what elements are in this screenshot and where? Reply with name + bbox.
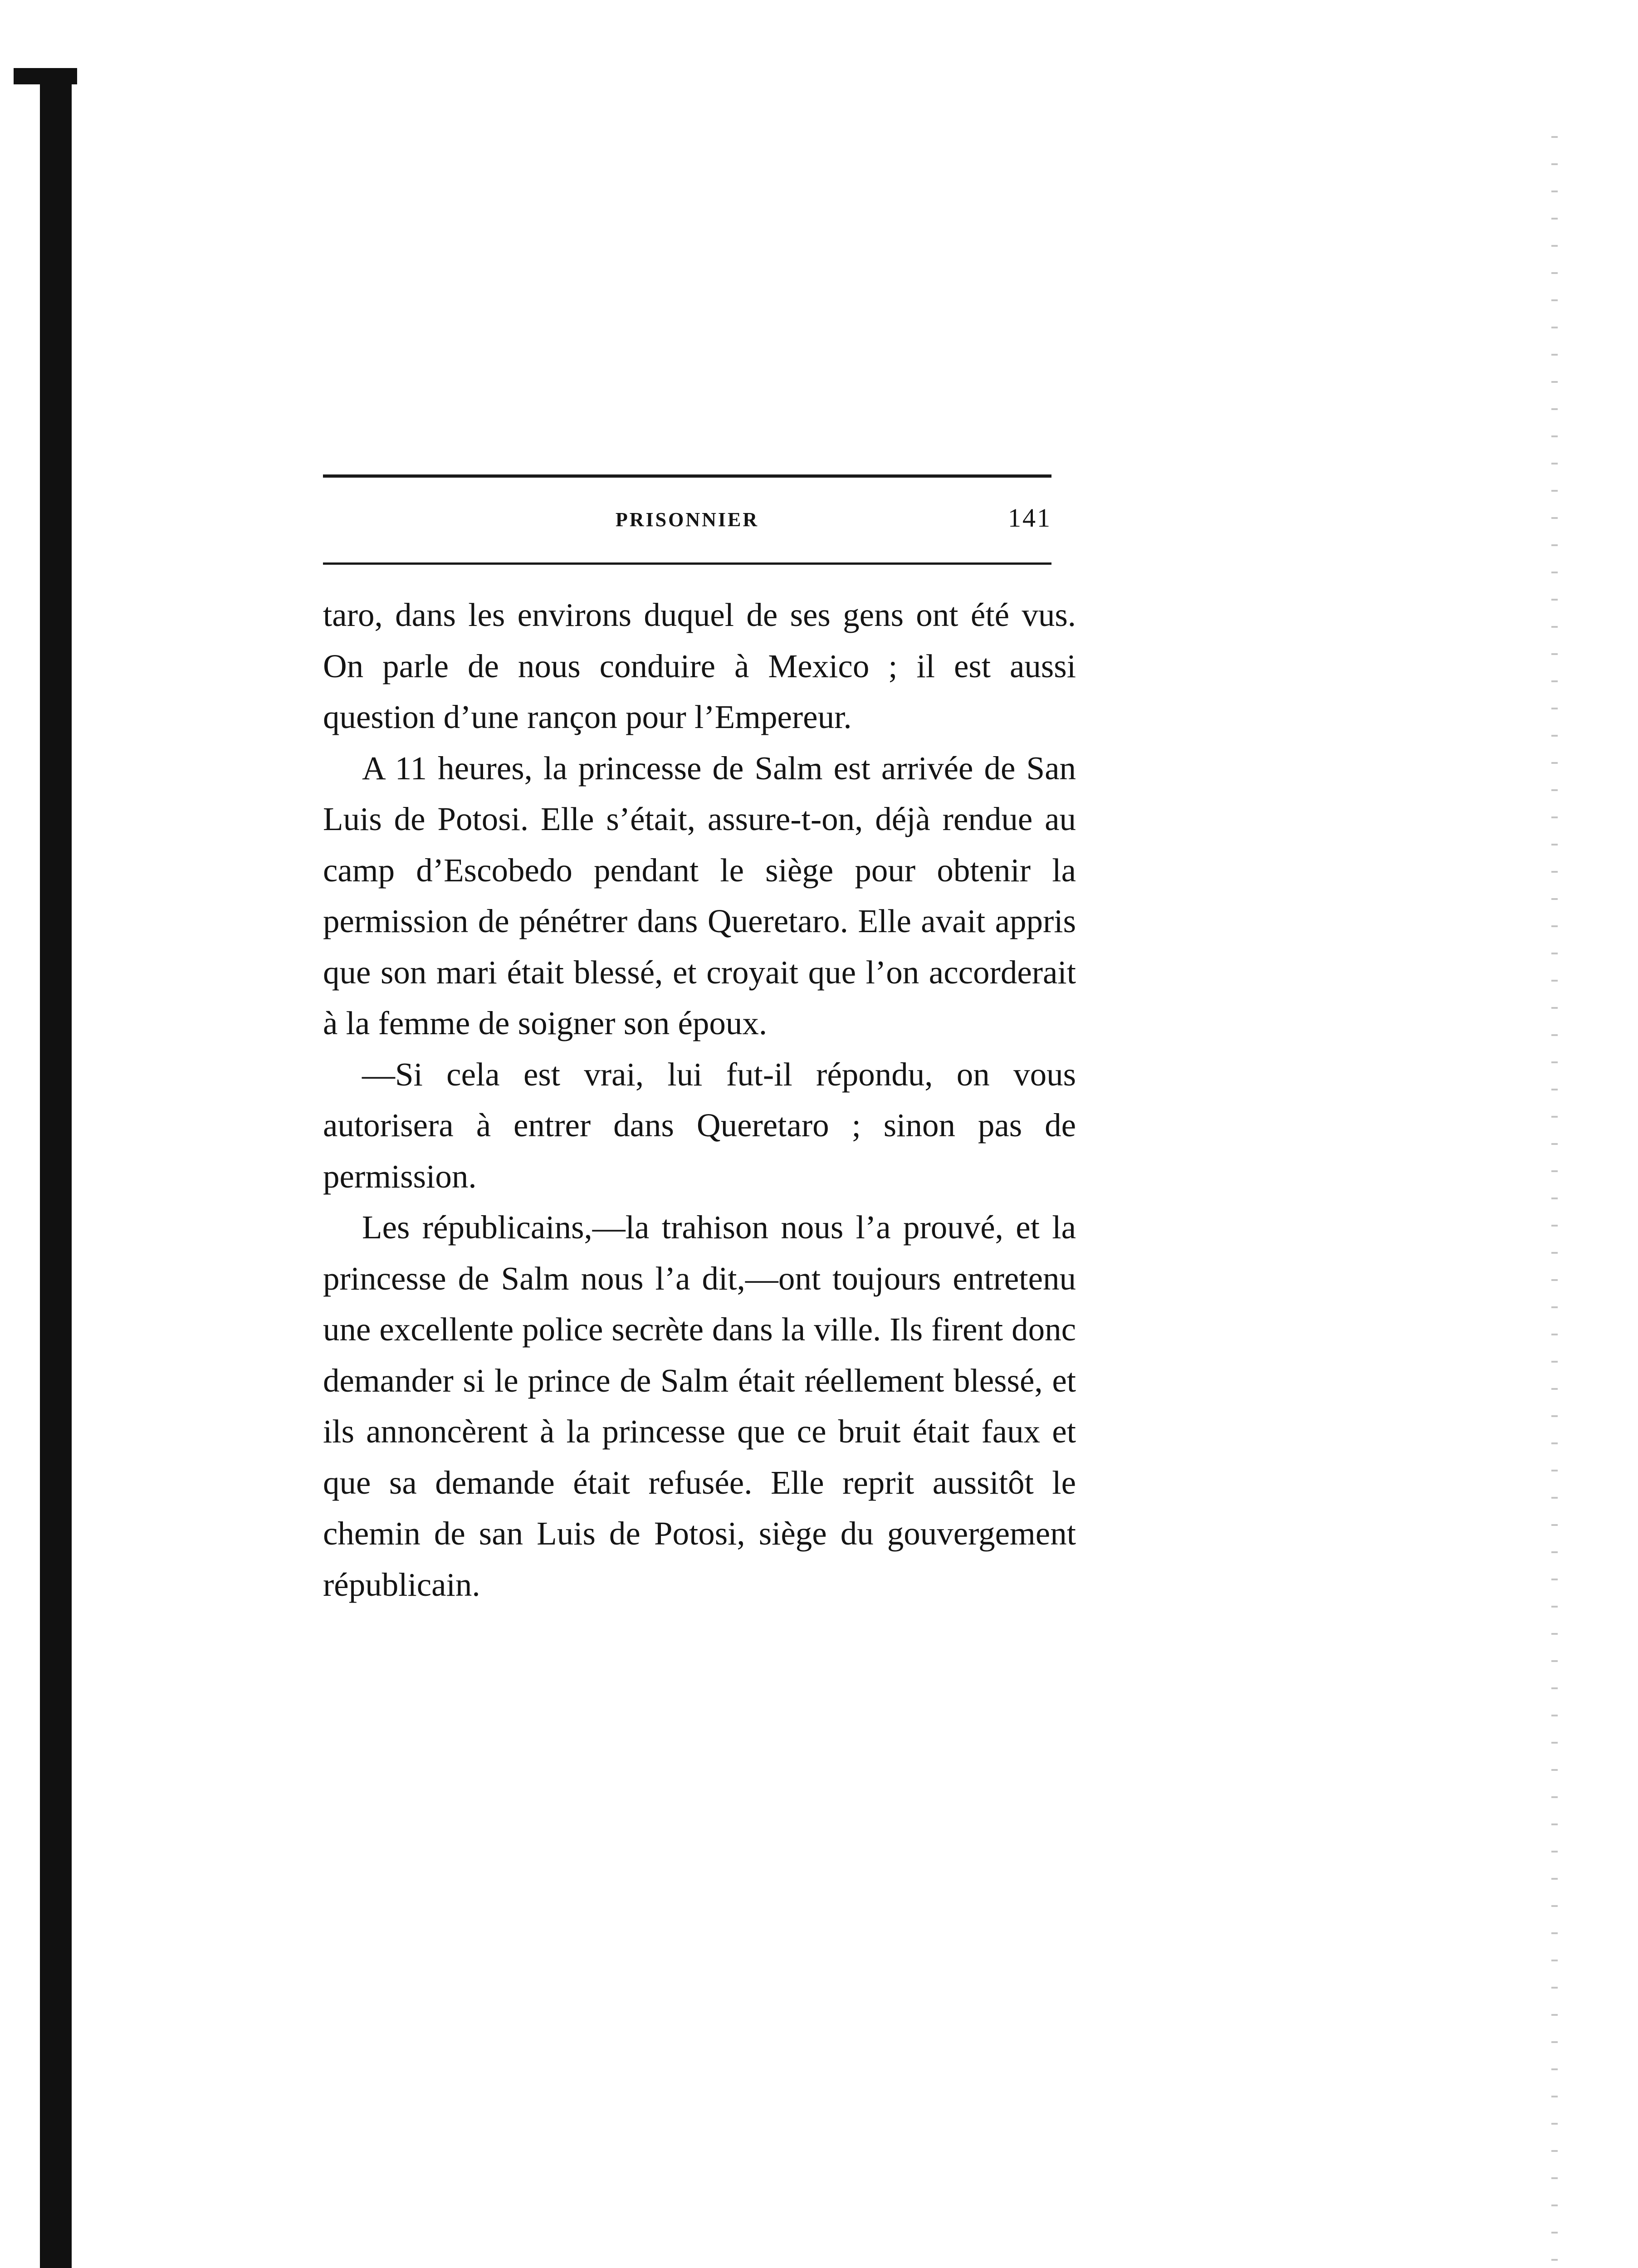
right-edge-speckle (1551, 136, 1558, 2268)
body-text (323, 590, 1076, 1610)
running-title: PRISONNIER (615, 508, 759, 531)
paragraph: Les républicains,—la trahison nous l’a prouvé, et la princesse de Salm nous l’a dit,—ont toujours entretenu une excellente police secrète dans la ville. Ils firent donc demander si le prince de Salm était réellement blessé, et ils annoncèrent à la princesse que ce bruit était faux et que sa demande était refusée. Elle reprit aussitôt le chemin de san Luis de Potosi, siège du gouvergement républicain. (323, 1209, 1076, 1603)
header-rule-bottom (323, 562, 1051, 565)
paragraph: —Si cela est vrai, lui fut-il répondu, on vous autorisera à entrer dans Queretaro ; sinon pas de permission. (323, 1056, 1076, 1195)
running-head (323, 499, 1051, 549)
page-number: 141 (1008, 503, 1051, 533)
header-rule-top (323, 474, 1051, 478)
paragraph: taro, dans les environs duquel de ses gens ont été vus. On parle de nous conduire à Mexico ; il est aussi question d’une rançon pour l’Empereur. (323, 596, 1076, 735)
binding-edge (40, 73, 72, 2268)
paragraph: A 11 heures, la princesse de Salm est arrivée de San Luis de Potosi. Elle s’était, assure-t-on, déjà rendue au camp d’Escobedo pendant le siège pour obtenir la permission de pénétrer dans Queretaro. Elle avait appris que son mari était blessé, et croyait que l’on accorderait à la femme de soigner son époux. (323, 749, 1076, 1041)
